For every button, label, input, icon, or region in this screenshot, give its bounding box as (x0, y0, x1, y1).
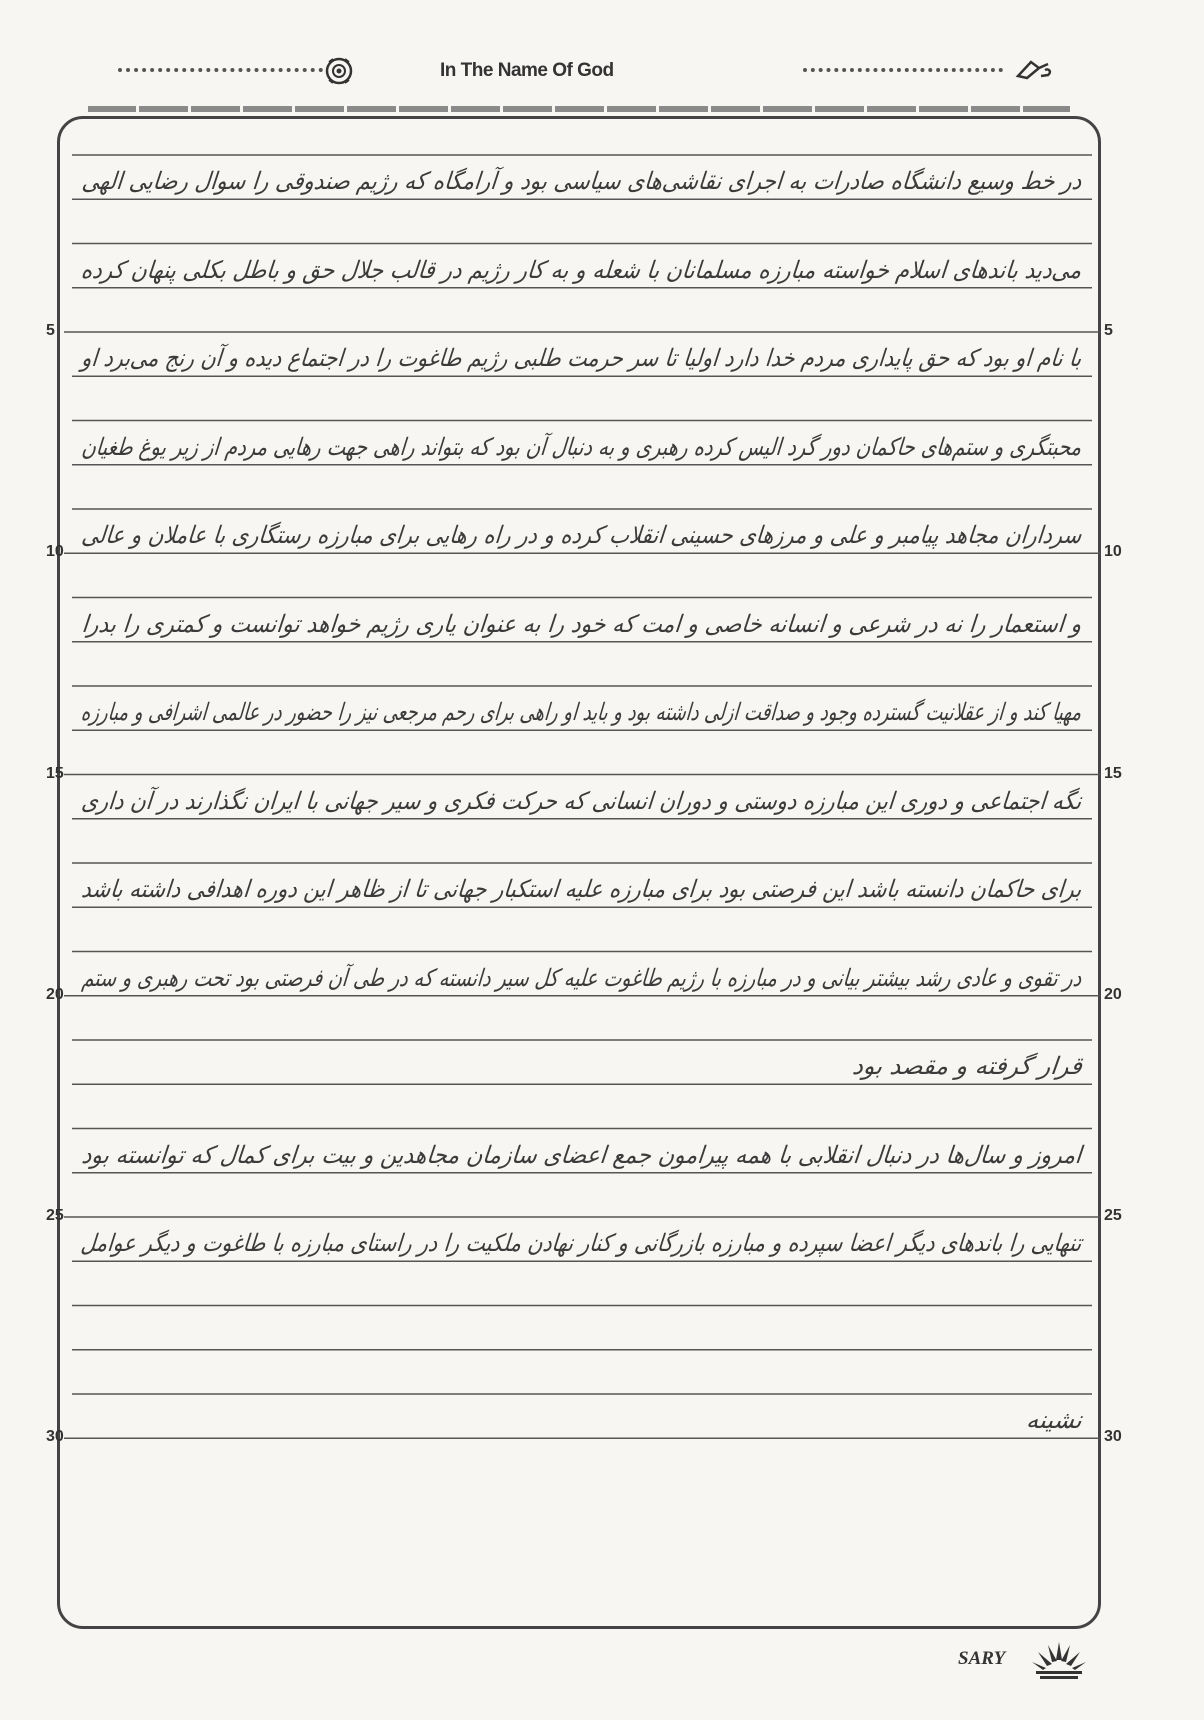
line-number-left: 10 (46, 543, 64, 561)
header-title: In The Name Of God (440, 60, 614, 81)
handwritten-line: مهیا کند و از عقلانیت گسترده وجود و صداقت ازلی داشته بود و باید او راهی برای رحم مرجعی نیز را حضور در عالمی اشرافی و مبارزه (79, 698, 1083, 727)
line-number-right: 30 (1104, 1428, 1122, 1446)
handwritten-line: نگه اجتماعی و دوری این مبارزه دوستی و دوران انسانی که حرکت فکری و سیر جهانی با ایران نگذارند در آن داری (80, 786, 1083, 815)
line-number-right: 20 (1104, 985, 1122, 1003)
handwritten-line: و استعمار را نه در شرعی و انسانه خاصی و امت که خود را به عنوان یاری رژیم خواهد توانست و کمتری را بدرا (80, 609, 1083, 638)
handwritten-line: برای حاکمان دانسته باشد این فرصتی بود برای مبارزه علیه استکبار جهانی تا از ظاهر این دوره اهدافی داشته باشد (80, 875, 1083, 904)
line-number-right: 25 (1104, 1207, 1122, 1224)
handwritten-line: تنهایی را باندهای دیگر اعضا سپرده و مبارزه بازرگانی و کنار نهادن ملکیت را در راستای مبارزه با طاغوت و دیگر عوامل (79, 1229, 1083, 1258)
handwritten-line: می‌دید باندهای اسلام خواسته مبارزه مسلمانان با شعله و به کار رژیم در قالب جلال حق و باطل بکلی پنهان کرده (79, 255, 1083, 284)
handwritten-line: با نام او بود که حق پایداری مردم خدا دارد اولیا تا سر حرمت طلبی رژیم طاغوت را در اجتماع دیده و آن رنج می‌برد او (80, 344, 1083, 373)
handwritten-line: در تقوی و عادی رشد بیشتر بیانی و در مبارزه با رژیم طاغوت علیه کل سیر دانسته که در طی آن فرصتی بود تحت رهبری و ستم (80, 963, 1083, 992)
handwritten-line: محبتگری و ستم‌های حاکمان دور گرد الیس کرده رهبری و به دنبال آن بود که بتواند راهی جهت رهایی مردم از زیر یوغ طغیان (80, 432, 1083, 461)
line-number-left: 25 (46, 1207, 64, 1224)
line-number-right: 15 (1104, 764, 1122, 782)
line-number-left: 20 (46, 985, 64, 1003)
handwritten-line: در خط وسیع دانشگاه صادرات به اجرای نقاشی‌های سیاسی بود و آرامگاه که رژیم صندوقی را سوال رضایی الهی (80, 167, 1083, 196)
handwritten-line: امروز و سال‌ها در دنبال انقلابی با همه پیرامون جمع اعضای سازمان مجاهدین و بیت برای کمال که توانسته بود (80, 1140, 1083, 1169)
line-number-left: 15 (46, 764, 64, 782)
lotus-emblem-icon (1030, 1640, 1088, 1682)
handwritten-line: نشینه (1024, 1406, 1083, 1435)
brand-label: SARY (958, 1648, 1006, 1669)
line-number-right: 10 (1104, 543, 1122, 561)
line-number-left: 5 (46, 322, 55, 339)
line-number-right: 5 (1104, 322, 1113, 339)
handwritten-line: قرار گرفته و مقصد بود (850, 1052, 1083, 1081)
handwritten-line: سرداران مجاهد پیامبر و علی و مرزهای حسینی انقلاب کرده و در راه رهایی برای مبارزه رستگاری با عاملان و عالی (80, 521, 1083, 550)
line-number-left: 30 (46, 1428, 64, 1446)
